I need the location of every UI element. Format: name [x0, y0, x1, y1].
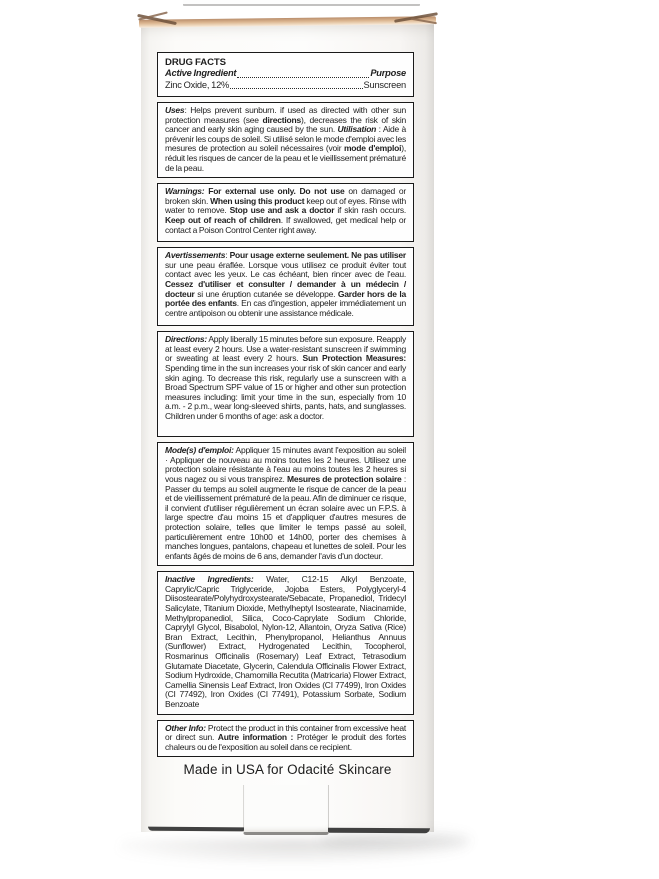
section-other-info	[157, 720, 414, 758]
dotted-leader	[230, 88, 362, 89]
avertissements-text: Avertissements: Pour usage externe seulement. Ne pas utiliser sur une peau éraflée. Lorsque vous utilisez ce produit éviter tout contact avec les yeux. Le cas échéant, bien rincer avec de l'eau. Cessez d'utiliser et consulter / demander à un médecin / docteur si une éruption cutanée se développe. Garder hors de la portée des enfants. En cas d'ingestion, appeler immédiatement un centre antipoison ou obtenir une assistance médicale.	[165, 250, 406, 318]
box-top-cardboard-edge	[139, 16, 436, 28]
section-warnings	[157, 183, 414, 242]
warnings-text: Warnings: For external use only. Do not use on damaged or broken skin. When using this product keep out of eyes. Rinse with water to remove. Stop use and ask a doctor if skin rash occurs. Keep out of reach of children. If swallowed, get medical help or contact a Poison Control Center right away.	[165, 186, 407, 235]
made-in-usa-text: Made in USA for Odacité Skincare	[183, 762, 392, 777]
modes-demploi-text: Mode(s) d'emploi: Appliquer 15 minutes avant l'exposition au soleil · Appliquer de nouveau au moins toutes les 2 heures. Utilisez une protection solaire résistante à l'eau au moins toutes les 2 heures si vous nagez ou si vous transpirez. Mesures de protection solaire : Passer du temps au soleil augmente le risque de cancer de la peau et de vieillissement prématuré de la peau. Afin de diminuer ce risque, il convient d'utiliser régulièrement un écran solaire avec un F.P.S. à large spectre d'au moins 15 et d'appliquer d'autres mesures de protection solaire, telles que limiter le temps passé au soleil, particulièrement entre 10h00 et 14h00, porter des chemises à manches longues, pantalons, chapeau et lunettes de soleil. Pour les enfants âgés de moins de 6 ans, demander l'avis d'un docteur.	[165, 445, 407, 561]
directions-text: Directions: Apply liberally 15 minutes before sun exposure. Reapply at least every 2 hours. Use a water-resistant sunscreen if swimming or sweating at least every 2 hours. Sun Protection Measures: Spending time in the sun increases your risk of skin cancer and early skin aging. To decrease this risk, regularly use a sunscreen with a Broad Spectrum SPF value of 15 or higher and other sun protection measures including: limit your time in the sun, especially from 10 a.m. - 2 p.m., wear long-sleeved shirts, pants, hats, and sunglasses. Children under 6 months of age: ask a doctor.	[165, 334, 406, 421]
drug-facts-title: DRUG FACTS	[165, 57, 226, 68]
section-directions	[157, 331, 414, 437]
section-modes-demploi	[157, 442, 414, 566]
section-drug-facts-header	[157, 52, 414, 97]
purpose-label: Purpose	[370, 68, 406, 78]
active-ingredient-header-row	[165, 68, 406, 80]
ingredient-name: Zinc Oxide, 12%	[165, 79, 230, 90]
dotted-leader	[237, 77, 369, 78]
box-bottom-edge-shadow	[148, 827, 244, 832]
section-avertissements	[157, 247, 414, 326]
section-uses	[157, 102, 414, 178]
ingredient-purpose: Sunscreen	[363, 79, 406, 90]
ingredient-row	[165, 80, 406, 92]
box-drop-shadow	[320, 832, 470, 848]
product-box	[141, 22, 434, 832]
section-inactive-ingredients	[157, 571, 414, 714]
drug-facts-panel	[157, 52, 414, 762]
inactive-ingredients-text: Inactive Ingredients: Water, C12-15 Alkyl Benzoate, Caprylic/Capric Triglyceride, Jojoba Esters, Polyglyceryl-4 Diisostearate/Polyhydroxystearate/Sebacate, Propanediol, Tridecyl Salicylate, Titanium Dioxide, Methylheptyl Isostearate, Niacinamide, Methylpropanediol, Silica, Coco-Caprylate Sodium Chloride, Caprylyl Glycol, Bisabolol, Nylon-12, Allantoin, Oryza Sativa (Rice) Bran Extract, Lecithin, Phenylpropanol, Helianthus Annuus (Sunflower) Extract, Hydrogenated Lecithin, Tocopherol, Rosmarinus Officinalis (Rosemary) Leaf Extract, Tetrasodium Glutamate Diacetate, Glycerin, Calendula Officinalis Flower Extract, Sodium Hydroxide, Chamomilla Recutita (Matricaria) Flower Extract, Camellia Sinensis Leaf Extract, Iron Oxides (CI 77499), Iron Oxides (CI 77492), Iron Oxides (CI 77491), Potassium Sorbate, Sodium Benzoate	[165, 574, 406, 709]
active-ingredient-label: Active Ingredient	[165, 68, 237, 78]
background-packaging-edge	[183, 0, 420, 6]
box-bottom-tuck-flap	[243, 785, 329, 835]
other-info-text: Other Info: Protect the product in this container from excessive heat or direct sun. Autre information : Protéger le produit des fortes chaleurs ou de l'exposition au soleil dans ce recipient.	[165, 722, 406, 752]
uses-text: Uses: Helps prevent sunburn. if used as directed with other sun protection measures (see directions), decreases the risk of skin cancer and early skin aging caused by the sun. Utilisation : Aide à prévenir les coups de soleil. Si utilisé selon le mode d'emploi avec les mesures de protection au soleil nécessaires (voir mode d'emploi), réduit les risques de cancer de la peau et le vieillissement prématuré de la peau.	[165, 105, 406, 173]
